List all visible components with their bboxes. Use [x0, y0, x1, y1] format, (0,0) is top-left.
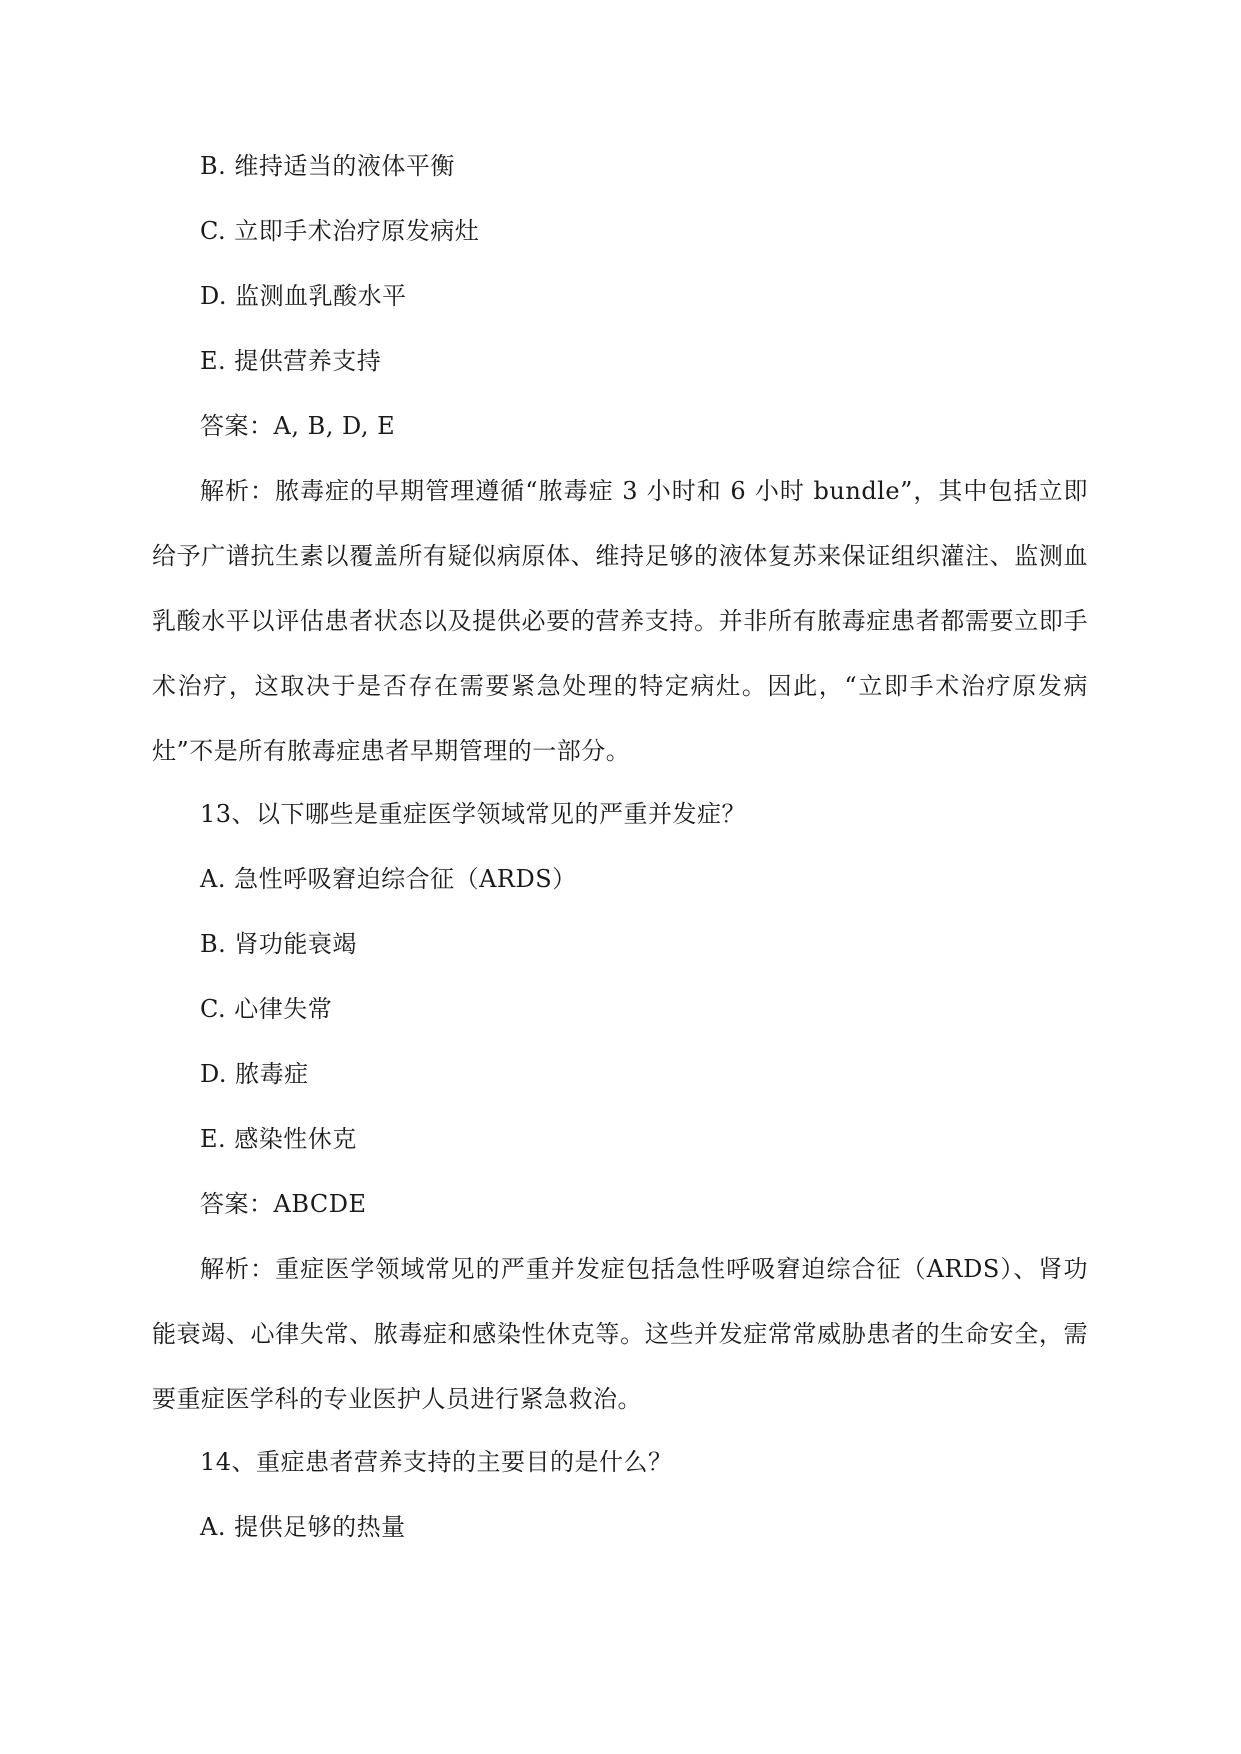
- q13-option-a: A. 急性呼吸窘迫综合征（ARDS）: [200, 865, 577, 893]
- q13-option-c: C. 心律失常: [200, 995, 333, 1023]
- q12-option-c: C. 立即手术治疗原发病灶: [200, 217, 480, 245]
- q13-option-e: E. 感染性休克: [200, 1125, 357, 1153]
- q13-question: 13、以下哪些是重症医学领域常见的严重并发症？: [200, 800, 747, 828]
- q13-answer: 答案：ABCDE: [200, 1190, 367, 1218]
- q14-option-a: A. 提供足够的热量: [200, 1513, 406, 1541]
- q12-option-d: D. 监测血乳酸水平: [200, 282, 407, 310]
- q13-option-d: D. 脓毒症: [200, 1060, 309, 1088]
- q12-answer: 答案：A, B, D, E: [200, 412, 396, 440]
- q13-option-b: B. 肾功能衰竭: [200, 930, 357, 958]
- q14-question: 14、重症患者营养支持的主要目的是什么？: [200, 1448, 673, 1476]
- q12-option-e: E. 提供营养支持: [200, 347, 382, 375]
- q13-explanation: 解析：重症医学领域常见的严重并发症包括急性呼吸窘迫综合征（ARDS）、肾功能衰竭、心律失常、脓毒症和感染性休克等。这些并发症常常威胁患者的生命安全，需要重症医学科的专业医护人员进行紧急救治。: [152, 1255, 1088, 1413]
- q12-option-b: B. 维持适当的液体平衡: [200, 152, 455, 180]
- q12-explanation: 解析：脓毒症的早期管理遵循“脓毒症 3 小时和 6 小时 bundle”，其中包括立即给予广谱抗生素以覆盖所有疑似病原体、维持足够的液体复苏来保证组织灌注、监测血乳酸水平以评估患者状态以及提供必要的营养支持。并非所有脓毒症患者都需要立即手术治疗，这取决于是否存在需要紧急处理的特定病灶。因此，“立即手术治疗原发病灶”不是所有脓毒症患者早期管理的一部分。: [152, 477, 1088, 765]
